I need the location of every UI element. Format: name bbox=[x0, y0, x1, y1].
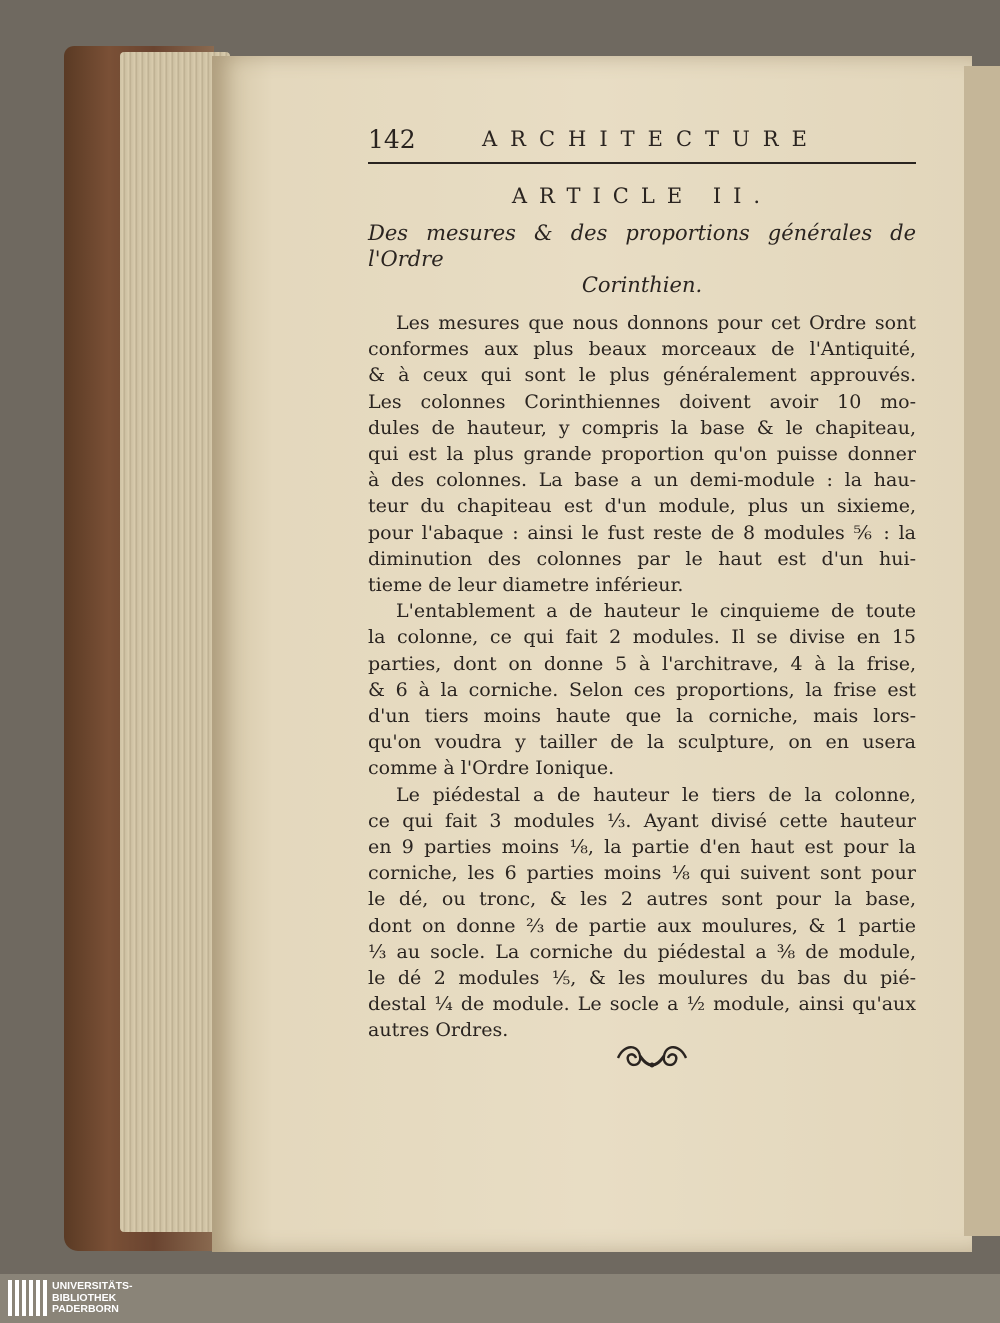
running-title: ARCHITECTURE bbox=[482, 127, 820, 151]
ornament-icon bbox=[612, 1038, 692, 1072]
text-line: conformes aux plus beaux morceaux de l'Antiquité, bbox=[368, 338, 916, 361]
text-line: destal ¼ de module. Le socle a ½ module, ainsi qu'aux bbox=[368, 993, 916, 1016]
paragraph bbox=[368, 598, 916, 781]
text-line: d'un tiers moins haute que la corniche, mais lors- bbox=[368, 705, 916, 728]
article-title: ARTICLE II. bbox=[511, 184, 773, 208]
text-line: ce qui fait 3 modules ⅓. Ayant divisé cette hauteur bbox=[368, 809, 916, 832]
header-rule bbox=[368, 162, 916, 164]
library-name bbox=[52, 1281, 133, 1316]
library-line: UNIVERSITÄTS- bbox=[52, 1280, 133, 1292]
text-line: dont on donne ⅔ de partie aux moulures, & 1 partie bbox=[368, 914, 916, 937]
text-line: dules de hauteur, y compris la base & le chapiteau, bbox=[368, 416, 916, 439]
footer-bar bbox=[0, 1274, 1000, 1323]
text-line: Le piédestal a de hauteur le tiers de la colonne, bbox=[396, 783, 916, 806]
text-line: pour l'abaque : ainsi le fust reste de 8 modules ⅚ : la bbox=[368, 521, 916, 544]
page-text bbox=[368, 118, 916, 1044]
text-line: le dé 2 modules ⅕, & les moulures du bas du pié- bbox=[368, 967, 916, 990]
text-line: le dé, ou tronc, & les 2 autres sont pour la base, bbox=[368, 888, 916, 911]
article-subtitle bbox=[368, 220, 916, 298]
subtitle-line: Des mesures & des proportions générales de l'Ordre bbox=[368, 221, 916, 271]
text-line: Les mesures que nous donnons pour cet Ordre sont bbox=[396, 312, 916, 334]
facing-page-edge bbox=[964, 66, 1000, 1236]
text-line: qu'on voudra y tailler de la sculpture, on en usera bbox=[368, 731, 916, 754]
body-text bbox=[368, 310, 916, 1044]
text-line: & 6 à la corniche. Selon ces proportions, la frise est bbox=[368, 678, 916, 701]
text-line: la colonne, ce qui fait 2 modules. Il se divise en 15 bbox=[368, 626, 916, 649]
text-line: & à ceux qui sont le plus généralement approuvés. bbox=[368, 364, 916, 387]
text-line: diminution des colonnes par le haut est d'un hui- bbox=[368, 547, 916, 570]
text-line: teur du chapiteau est d'un module, plus un sixieme, bbox=[368, 495, 916, 518]
library-line: BIBLIOTHEK bbox=[52, 1291, 117, 1304]
text-line: en 9 parties moins ⅛, la partie d'en haut est pour la bbox=[368, 836, 916, 859]
text-line: L'entablement a de hauteur le cinquieme de toute bbox=[396, 600, 916, 623]
text-line: parties, dont on donne 5 à l'architrave, 4 à la frise, bbox=[368, 652, 916, 675]
subtitle-line: Corinthien. bbox=[581, 273, 703, 297]
page-number: 142 bbox=[368, 125, 416, 154]
library-line: PADERBORN bbox=[52, 1303, 119, 1315]
text-line: corniche, les 6 parties moins ⅛ qui suivent sont pour bbox=[368, 862, 916, 885]
text-line: qui est la plus grande proportion qu'on puisse donner bbox=[368, 443, 916, 466]
text-line: ⅓ au socle. La corniche du piédestal a ⅜ de module, bbox=[368, 940, 916, 963]
running-head bbox=[368, 118, 916, 158]
text-line: autres Ordres. bbox=[368, 1019, 509, 1042]
text-line: à des colonnes. La base a un demi-module : la hau- bbox=[368, 469, 916, 492]
text-line: comme à l'Ordre Ionique. bbox=[368, 757, 615, 780]
text-line: tieme de leur diametre inférieur. bbox=[368, 574, 684, 597]
text-line: Les colonnes Corinthiennes doivent avoir 10 mo- bbox=[368, 390, 916, 413]
paragraph bbox=[368, 782, 916, 1044]
paragraph bbox=[368, 310, 916, 598]
library-logo-icon bbox=[8, 1280, 48, 1316]
